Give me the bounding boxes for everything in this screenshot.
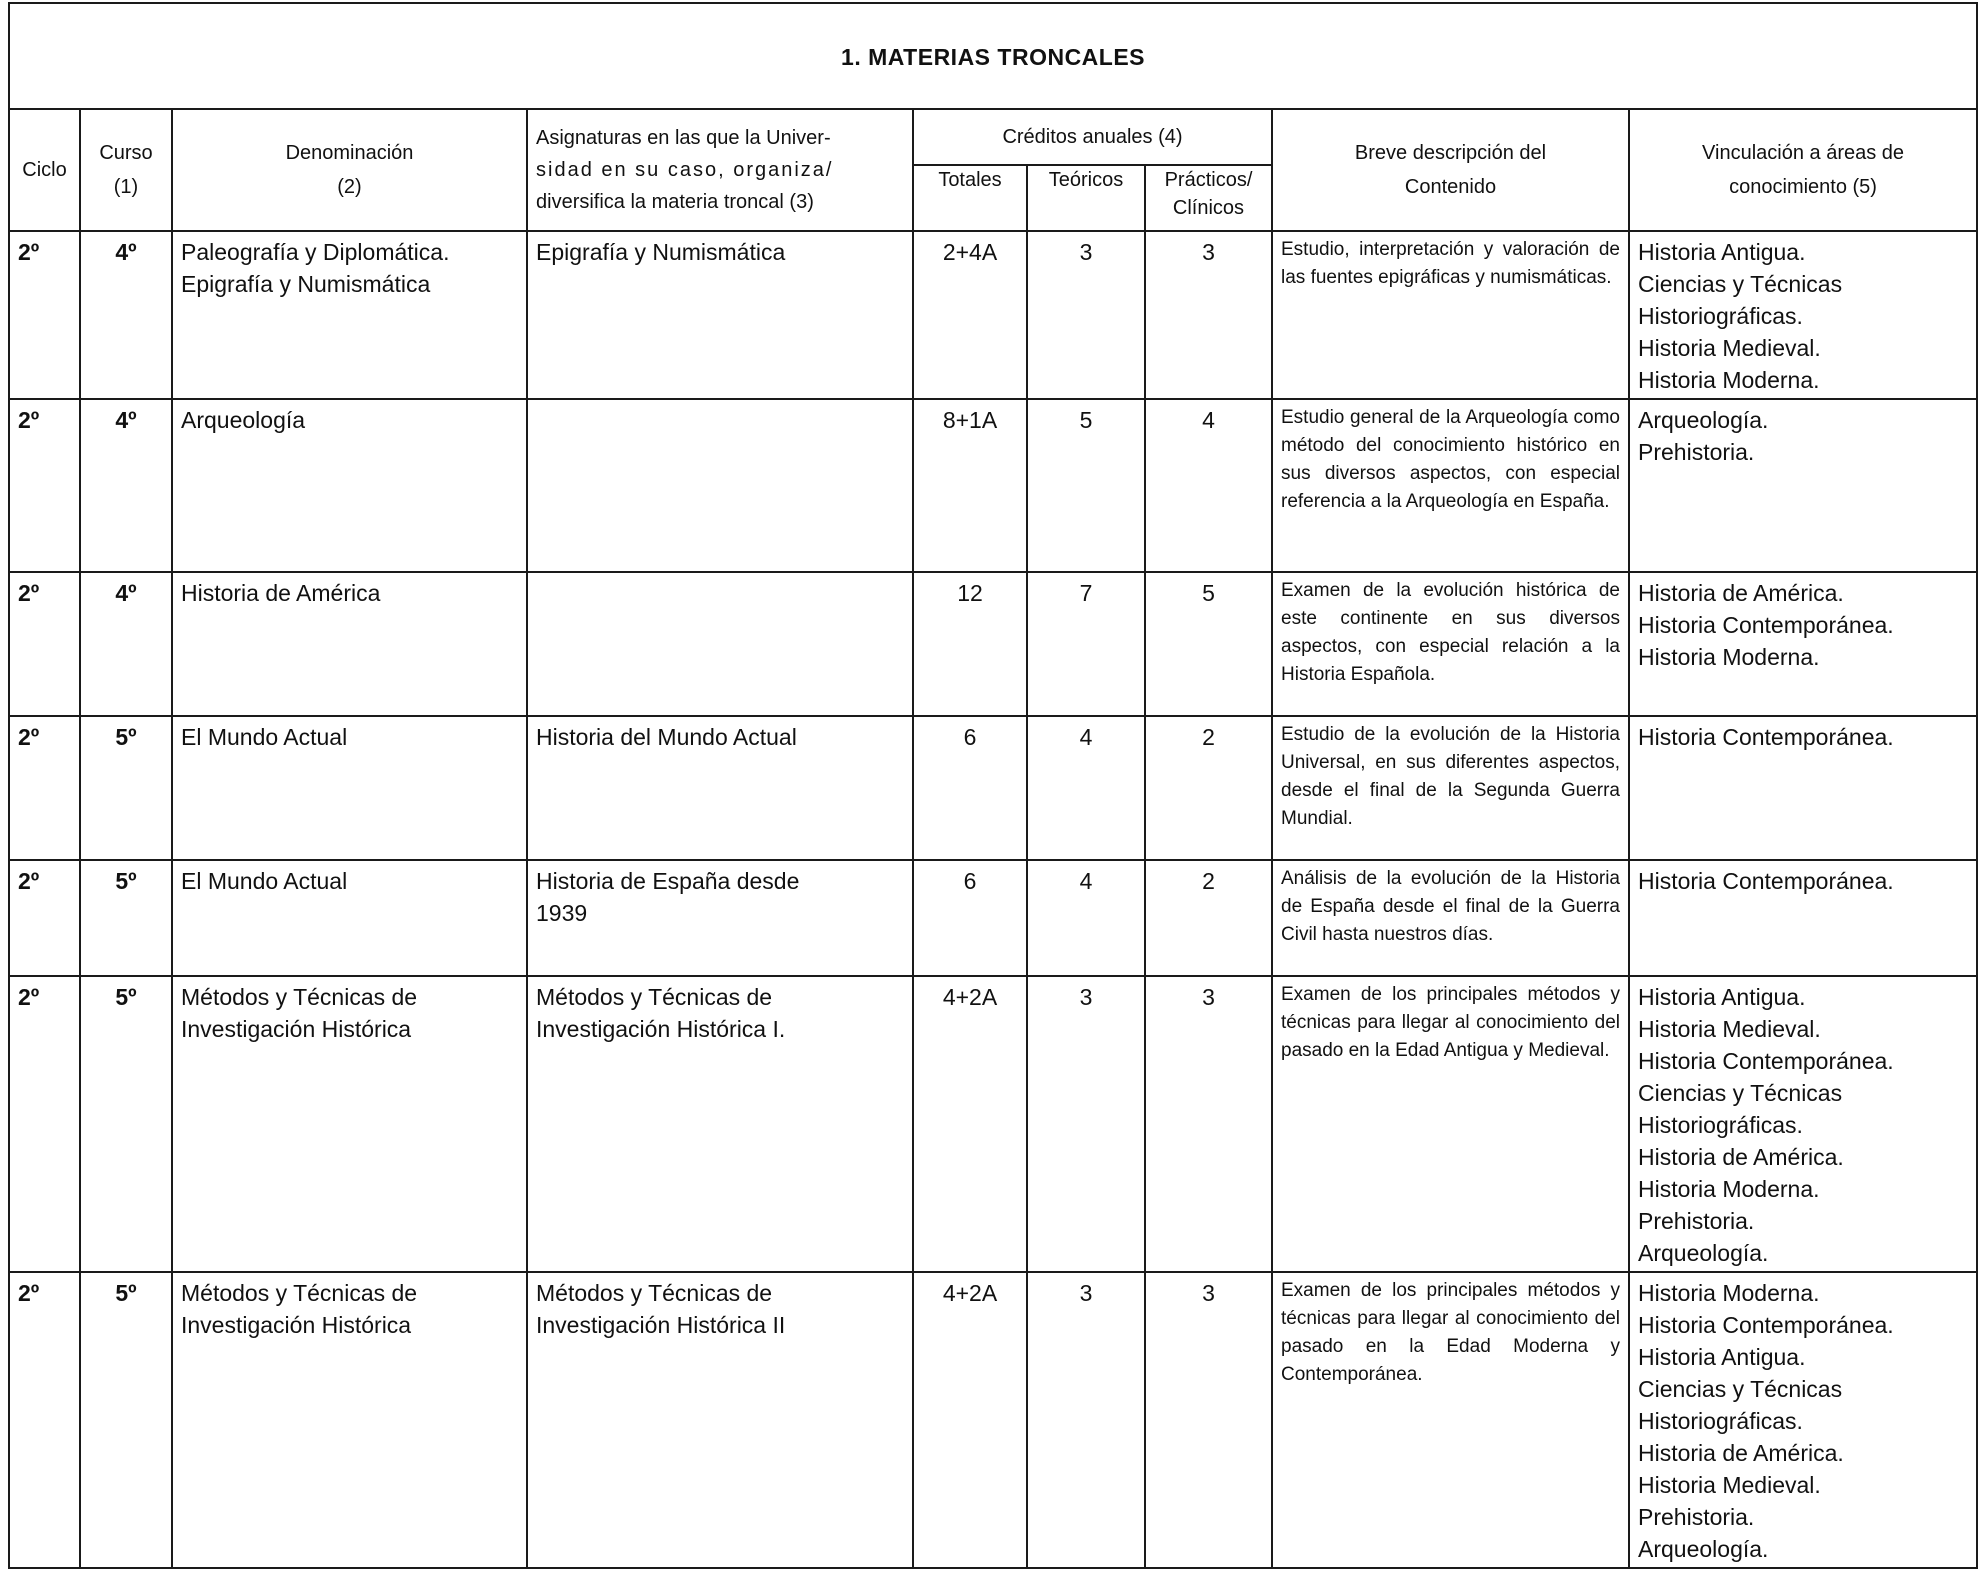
header-practicos-line: Clínicos (1172, 197, 1245, 219)
cell-areas (1629, 716, 1977, 860)
cell-ciclo: 2º (9, 860, 80, 976)
cell-areas (1629, 572, 1977, 716)
cell-practicos: 4 (1145, 399, 1272, 572)
header-vinculacion (1629, 109, 1977, 231)
cell-ciclo: 2º (9, 716, 80, 860)
area-item: Historia Contemporánea. (1638, 612, 1894, 638)
area-item: Historia Contemporánea. (1638, 724, 1894, 750)
header-descripcion (1272, 109, 1629, 231)
cell-descripcion: Examen de los principales métodos y técnicas para llegar al conocimiento del pasado en la Edad Antigua y Medieval. (1272, 976, 1629, 1272)
cell-areas (1629, 231, 1977, 399)
cell-totales: 6 (913, 716, 1027, 860)
table-row (9, 976, 1977, 1272)
asignatura-line: Investigación Histórica II (536, 1312, 786, 1338)
cell-areas (1629, 399, 1977, 572)
area-item: Historia Contemporánea. (1638, 1048, 1894, 1074)
header-curso-line: Curso (99, 142, 153, 164)
cell-curso: 5º (80, 860, 172, 976)
area-item: Historia de América. (1638, 1144, 1844, 1170)
area-item: Prehistoria. (1638, 1504, 1755, 1530)
area-item: Historia Medieval. (1638, 1016, 1821, 1042)
cell-ciclo: 2º (9, 399, 80, 572)
denominacion-line: Historia de América (181, 580, 381, 606)
header-asignaturas-line: diversifica la materia troncal (3) (536, 191, 814, 213)
cell-teoricos: 5 (1027, 399, 1145, 572)
area-item: Historia Medieval. (1638, 335, 1821, 361)
cell-asignaturas (527, 399, 913, 572)
cell-descripcion: Examen de la evolución histórica de este continente en sus diversos aspectos, con especial relación a la Historia Española. (1272, 572, 1629, 716)
area-item: Historiográficas. (1638, 1112, 1803, 1138)
cell-denominacion (172, 399, 527, 572)
cell-asignaturas (527, 860, 913, 976)
denominacion-line: Arqueología (181, 407, 306, 433)
header-denominacion (172, 109, 527, 231)
cell-descripcion: Análisis de la evolución de la Historia de España desde el final de la Guerra Civil hasta nuestros días. (1272, 860, 1629, 976)
header-descripcion-line: Contenido (1404, 176, 1497, 198)
cell-asignaturas (527, 976, 913, 1272)
cell-practicos: 3 (1145, 1272, 1272, 1568)
cell-teoricos: 4 (1027, 860, 1145, 976)
cell-ciclo: 2º (9, 976, 80, 1272)
asignatura-line: Métodos y Técnicas de (536, 984, 773, 1010)
header-vinculacion-line: conocimiento (5) (1729, 176, 1877, 198)
header-practicos-line: Prácticos/ (1164, 169, 1253, 191)
header-totales: Totales (913, 165, 1027, 231)
header-descripcion-line: Breve descripción del (1354, 142, 1547, 164)
cell-ciclo: 2º (9, 231, 80, 399)
area-item: Historia de América. (1638, 1440, 1844, 1466)
denominacion-line: El Mundo Actual (181, 868, 348, 894)
cell-denominacion (172, 716, 527, 860)
cell-asignaturas (527, 716, 913, 860)
area-item: Ciencias y Técnicas (1638, 1080, 1843, 1106)
cell-totales: 2+4A (913, 231, 1027, 399)
cell-teoricos: 3 (1027, 1272, 1145, 1568)
cell-curso: 4º (80, 231, 172, 399)
header-denominacion-line: Denominación (285, 142, 414, 164)
cell-denominacion (172, 1272, 527, 1568)
table-row (9, 231, 1977, 399)
header-practicos (1145, 165, 1272, 231)
asignatura-line: 1939 (536, 900, 588, 926)
cell-practicos: 3 (1145, 231, 1272, 399)
area-item: Arqueología. (1638, 407, 1769, 433)
header-vinculacion-line: Vinculación a áreas de (1702, 142, 1905, 164)
area-item: Arqueología. (1638, 1536, 1769, 1562)
cell-practicos: 5 (1145, 572, 1272, 716)
area-item: Historia de América. (1638, 580, 1844, 606)
cell-areas (1629, 860, 1977, 976)
asignatura-line: Epigrafía y Numismática (536, 239, 786, 265)
header-asignaturas-line: sidad en su caso, organiza/ (536, 159, 834, 181)
denominacion-line: Investigación Histórica (181, 1016, 412, 1042)
header-creditos: Créditos anuales (4) (913, 109, 1272, 165)
area-item: Prehistoria. (1638, 439, 1755, 465)
cell-areas (1629, 976, 1977, 1272)
cell-curso: 5º (80, 1272, 172, 1568)
area-item: Historia Moderna. (1638, 644, 1820, 670)
asignatura-line: Historia del Mundo Actual (536, 724, 797, 750)
cell-curso: 5º (80, 716, 172, 860)
asignatura-line: Investigación Histórica I. (536, 1016, 786, 1042)
table-row (9, 399, 1977, 572)
area-item: Historia Moderna. (1638, 367, 1820, 393)
area-item: Prehistoria. (1638, 1208, 1755, 1234)
denominacion-line: Métodos y Técnicas de (181, 1280, 418, 1306)
table-row (9, 572, 1977, 716)
materias-troncales-table (8, 2, 1978, 1569)
area-item: Historia Contemporánea. (1638, 1312, 1894, 1338)
asignatura-line: Métodos y Técnicas de (536, 1280, 773, 1306)
area-item: Ciencias y Técnicas (1638, 1376, 1843, 1402)
area-item: Historia Medieval. (1638, 1472, 1821, 1498)
cell-teoricos: 3 (1027, 976, 1145, 1272)
denominacion-line: Métodos y Técnicas de (181, 984, 418, 1010)
table-title: 1. MATERIAS TRONCALES (9, 3, 1977, 109)
cell-areas (1629, 1272, 1977, 1568)
cell-practicos: 3 (1145, 976, 1272, 1272)
cell-totales: 6 (913, 860, 1027, 976)
cell-teoricos: 7 (1027, 572, 1145, 716)
area-item: Historia Moderna. (1638, 1176, 1820, 1202)
area-item: Historia Antigua. (1638, 984, 1806, 1010)
header-teoricos: Teóricos (1027, 165, 1145, 231)
cell-asignaturas (527, 231, 913, 399)
area-item: Historia Contemporánea. (1638, 868, 1894, 894)
cell-practicos: 2 (1145, 716, 1272, 860)
cell-teoricos: 3 (1027, 231, 1145, 399)
header-curso (80, 109, 172, 231)
header-denominacion-line: (2) (337, 176, 362, 198)
cell-totales: 8+1A (913, 399, 1027, 572)
cell-totales: 12 (913, 572, 1027, 716)
cell-descripcion: Estudio de la evolución de la Historia Universal, en sus diferentes aspectos, desde el final de la Segunda Guerra Mundial. (1272, 716, 1629, 860)
denominacion-line: Paleografía y Diplomática. (181, 239, 450, 265)
header-curso-line: (1) (113, 176, 139, 198)
cell-descripcion: Estudio general de la Arqueología como método del conocimiento histórico en sus diversos aspectos, con especial referencia a la Arqueología en España. (1272, 399, 1629, 572)
denominacion-line: Investigación Histórica (181, 1312, 412, 1338)
cell-practicos: 2 (1145, 860, 1272, 976)
document-page (8, 2, 1976, 1569)
header-asignaturas-line: Asignaturas en las que la Univer- (536, 127, 831, 149)
cell-denominacion (172, 231, 527, 399)
denominacion-line: El Mundo Actual (181, 724, 348, 750)
area-item: Arqueología. (1638, 1240, 1769, 1266)
table-row (9, 716, 1977, 860)
area-item: Historiográficas. (1638, 303, 1803, 329)
cell-curso: 4º (80, 399, 172, 572)
cell-asignaturas (527, 572, 913, 716)
header-asignaturas (527, 109, 913, 231)
cell-asignaturas (527, 1272, 913, 1568)
denominacion-line: Epigrafía y Numismática (181, 271, 431, 297)
area-item: Historia Antigua. (1638, 239, 1806, 265)
area-item: Historiográficas. (1638, 1408, 1803, 1434)
cell-descripcion: Examen de los principales métodos y técnicas para llegar al conocimiento del pasado en la Edad Moderna y Contemporánea. (1272, 1272, 1629, 1568)
cell-denominacion (172, 860, 527, 976)
cell-denominacion (172, 572, 527, 716)
table-row (9, 860, 1977, 976)
cell-totales: 4+2A (913, 1272, 1027, 1568)
cell-teoricos: 4 (1027, 716, 1145, 860)
header-ciclo: Ciclo (9, 109, 80, 231)
area-item: Historia Antigua. (1638, 1344, 1806, 1370)
cell-totales: 4+2A (913, 976, 1027, 1272)
cell-curso: 5º (80, 976, 172, 1272)
cell-denominacion (172, 976, 527, 1272)
table-row (9, 1272, 1977, 1568)
cell-ciclo: 2º (9, 1272, 80, 1568)
cell-descripcion: Estudio, interpretación y valoración de las fuentes epigráficas y numismáticas. (1272, 231, 1629, 399)
asignatura-line: Historia de España desde (536, 868, 800, 894)
cell-curso: 4º (80, 572, 172, 716)
area-item: Historia Moderna. (1638, 1280, 1820, 1306)
cell-ciclo: 2º (9, 572, 80, 716)
area-item: Ciencias y Técnicas (1638, 271, 1843, 297)
